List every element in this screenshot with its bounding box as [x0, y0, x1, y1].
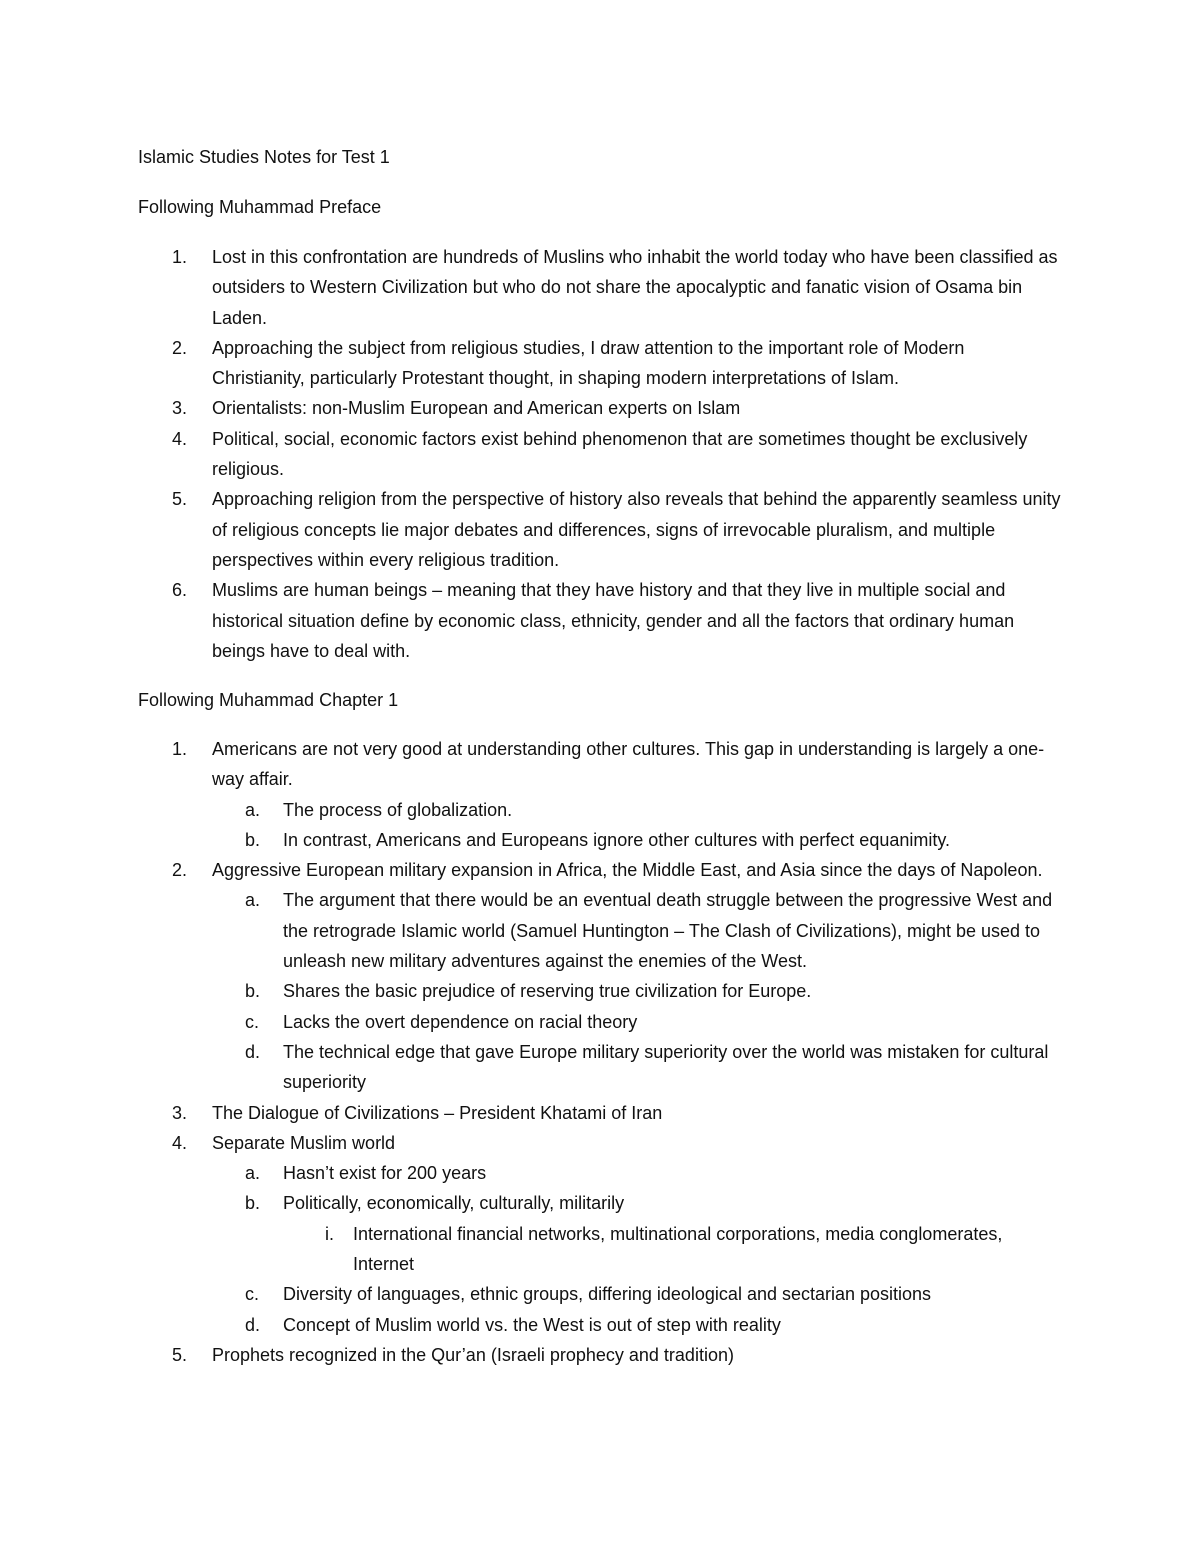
list-letter: a. — [245, 890, 261, 911]
list-letter: c. — [245, 1011, 260, 1032]
list-item — [0, 1188, 1062, 1218]
list-text: Orientalists: non-Muslim European and American experts on Islam — [212, 398, 741, 419]
list-text: Approaching religion from the perspective of history also reveals that behind the apparently seamless unity of religious concepts lie major debates and differences, signs of irrevocable pluralism, and multiple perspectives within every religious tradition. — [212, 489, 1061, 570]
list-letter: b. — [245, 829, 261, 850]
list-number: 1. — [172, 739, 188, 759]
list-item — [0, 1158, 1062, 1188]
chapter1-heading: Following Muhammad Chapter 1 — [138, 690, 399, 710]
list-item — [0, 885, 1062, 976]
list-letter: b. — [245, 981, 261, 1002]
list-roman: i. — [325, 1223, 334, 1244]
list-item — [0, 1310, 1062, 1340]
list-text: Aggressive European military expansion in Africa, the Middle East, and Asia since the days of Napoleon. — [212, 860, 1043, 881]
list-text: Political, social, economic factors exist behind phenomenon that are sometimes thought be exclusively religious. — [212, 428, 1028, 480]
list-text: Americans are not very good at understanding other cultures. This gap in understanding is largely a one-way affair. — [212, 739, 1045, 790]
list-item — [0, 855, 1062, 885]
list-number: 4. — [172, 1132, 188, 1153]
list-text: The Dialogue of Civilizations – President Khatami of Iran — [212, 1102, 663, 1123]
list-text: Politically, economically, culturally, militarily — [283, 1193, 625, 1214]
list-letter: a. — [245, 799, 261, 820]
list-text: Separate Muslim world — [212, 1132, 396, 1153]
chapter1-list — [0, 734, 1200, 1370]
list-item — [0, 1279, 1062, 1309]
list-letter: a. — [245, 1163, 261, 1184]
list-number: 6. — [172, 580, 188, 601]
document-title: Islamic Studies Notes for Test 1 — [138, 147, 390, 167]
list-text: Lacks the overt dependence on racial theory — [283, 1011, 638, 1032]
list-number: 5. — [172, 1344, 188, 1365]
list-item — [0, 575, 1062, 666]
list-text: The process of globalization. — [283, 799, 513, 820]
list-text: Diversity of languages, ethnic groups, differing ideological and sectarian positions — [283, 1284, 932, 1305]
list-item — [0, 242, 1062, 333]
list-text: Approaching the subject from religious studies, I draw attention to the important role of Modern Christianity, particularly Protestant thought, in shaping modern interpretations of Islam. — [212, 337, 965, 389]
list-item — [0, 393, 1062, 423]
list-item — [0, 484, 1062, 575]
list-item — [0, 333, 1062, 394]
preface-list — [0, 242, 1200, 666]
list-number: 3. — [172, 398, 188, 419]
list-number: 5. — [172, 489, 188, 510]
list-letter: c. — [245, 1284, 260, 1305]
preface-heading: Following Muhammad Preface — [138, 197, 382, 217]
list-number: 2. — [172, 860, 188, 881]
list-text: The technical edge that gave Europe military superiority over the world was mistaken for cultural superiority — [283, 1041, 1049, 1093]
list-number: 3. — [172, 1102, 188, 1123]
list-item — [0, 1340, 1062, 1370]
list-text: Concept of Muslim world vs. the West is out of step with reality — [283, 1314, 781, 1335]
list-text: Muslims are human beings – meaning that they have history and that they live in multiple social and historical situation define by economic class, ethnicity, gender and all the factors that ordinary human beings have to deal with. — [212, 580, 1015, 661]
list-item — [0, 424, 1062, 485]
list-item — [0, 795, 1062, 825]
list-text: Prophets recognized in the Qur’an (Israeli prophecy and tradition) — [212, 1344, 734, 1365]
list-item — [0, 976, 1062, 1006]
list-item — [0, 1128, 1062, 1158]
list-text: In contrast, Americans and Europeans ignore other cultures with perfect equanimity. — [283, 829, 951, 850]
list-item — [0, 1098, 1062, 1128]
list-letter: d. — [245, 1314, 261, 1335]
list-text: Shares the basic prejudice of reserving true civilization for Europe. — [283, 981, 812, 1002]
list-text: Lost in this confrontation are hundreds of Muslins who inhabit the world today who have been classified as outsiders to Western Civilization but who do not share the apocalyptic and fanatic vision of Osama bin Laden. — [212, 247, 1058, 328]
list-letter: d. — [245, 1041, 261, 1062]
list-letter: b. — [245, 1193, 261, 1214]
list-number: 4. — [172, 428, 188, 449]
list-item — [0, 825, 1062, 855]
list-item — [0, 734, 1062, 795]
list-item — [0, 1219, 1062, 1280]
list-number: 2. — [172, 337, 188, 358]
list-item — [0, 1007, 1062, 1037]
list-number: 1. — [172, 247, 188, 267]
list-text: Hasn’t exist for 200 years — [283, 1163, 487, 1184]
list-text: International financial networks, multinational corporations, media conglomerates, Internet — [353, 1223, 1003, 1275]
list-item — [0, 1037, 1062, 1098]
list-text: The argument that there would be an eventual death struggle between the progressive West and the retrograde Islamic world (Samuel Huntington – The Clash of Civilizations), might be used to unleash new military adventures against the enemies of the West. — [283, 890, 1053, 972]
